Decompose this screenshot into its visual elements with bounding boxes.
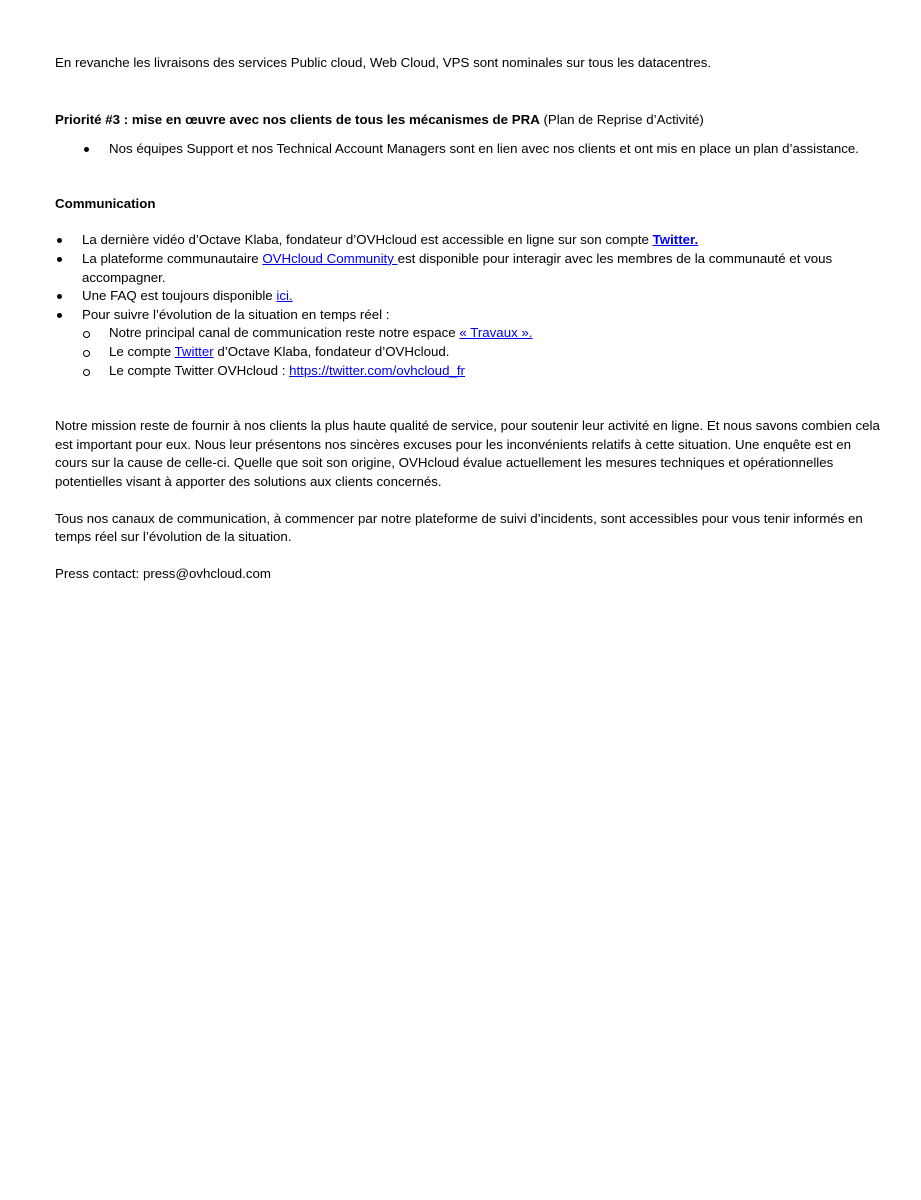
list-item-follow (55, 306, 885, 380)
mission-paragraph: Notre mission reste de fournir à nos clients la plus haute qualité de service, pour soutenir leur activité en ligne. Et nous savons combien cela est important pour eux. Nous leur présentons nos sincères excuses pour les inconvénients relatifs à cette situation. Une enquête est en cours sur la cause de celle-ci. Quelle que soit son origine, OVHcloud évalue actuellement les mesures techniques et opérationnelles potentielles visant à apporter des solutions aux clients concernés. (55, 418, 880, 489)
follow-sublist (82, 324, 885, 380)
list-item-community (55, 250, 885, 287)
travaux-link[interactable]: « Travaux ». (459, 325, 533, 341)
priority-3-list (82, 140, 885, 159)
travaux-text: Notre principal canal de communication reste notre espace (109, 325, 460, 341)
communication-heading: Communication (55, 195, 156, 211)
priority-3-rest: (Plan de Reprise d’Activité) (539, 111, 704, 127)
list-item-faq (55, 287, 885, 306)
faq-text: Une FAQ est toujours disponible (82, 288, 277, 304)
sublist-item-travaux (82, 324, 885, 343)
video-text: La dernière vidéo d’Octave Klaba, fondateur d’OVHcloud est accessible en ligne sur son compte (82, 232, 653, 248)
community-text-before: La plateforme communautaire (82, 250, 263, 266)
sublist-item-ovhcloud-twitter (82, 362, 885, 381)
list-item-video (55, 231, 885, 250)
faq-link[interactable]: ici. (276, 288, 293, 304)
communication-list (55, 231, 885, 380)
octave-twitter-before: Le compte (109, 343, 175, 359)
intro-paragraph: En revanche les livraisons des services Public cloud, Web Cloud, VPS sont nominales sur tous les datacentres. (55, 55, 712, 70)
priority-3-heading (55, 111, 885, 130)
press-contact: Press contact: press@ovhcloud.com (55, 565, 271, 581)
octave-twitter-link[interactable]: Twitter (174, 343, 214, 359)
document-page (55, 54, 885, 583)
ovhcloud-twitter-text: Le compte Twitter OVHcloud : (109, 362, 290, 378)
follow-text: Pour suivre l’évolution de la situation en temps réel : (82, 306, 390, 322)
octave-twitter-after: d’Octave Klaba, fondateur d’OVHcloud. (213, 343, 450, 359)
channels-paragraph: Tous nos canaux de communication, à commencer par notre plateforme de suivi d’incidents, sont accessibles pour vous tenir informés en temps réel sur l’évolution de la situation. (55, 510, 863, 545)
sublist-item-octave-twitter (82, 343, 885, 362)
list-item: Nos équipes Support et nos Technical Account Managers sont en lien avec nos clients et ont mis en place un plan d’assistance. (82, 140, 885, 159)
ovhcloud-community-link[interactable]: OVHcloud Community (262, 250, 398, 266)
ovhcloud-twitter-link[interactable]: https://twitter.com/ovhcloud_fr (289, 362, 465, 378)
community-text-after: est disponible pour interagir avec les membres de la communauté et vous accompagner. (82, 250, 833, 285)
priority-3-bold: Priorité #3 : mise en œuvre avec nos clients de tous les mécanismes de PRA (55, 111, 540, 127)
twitter-video-link[interactable]: Twitter. (652, 232, 699, 248)
